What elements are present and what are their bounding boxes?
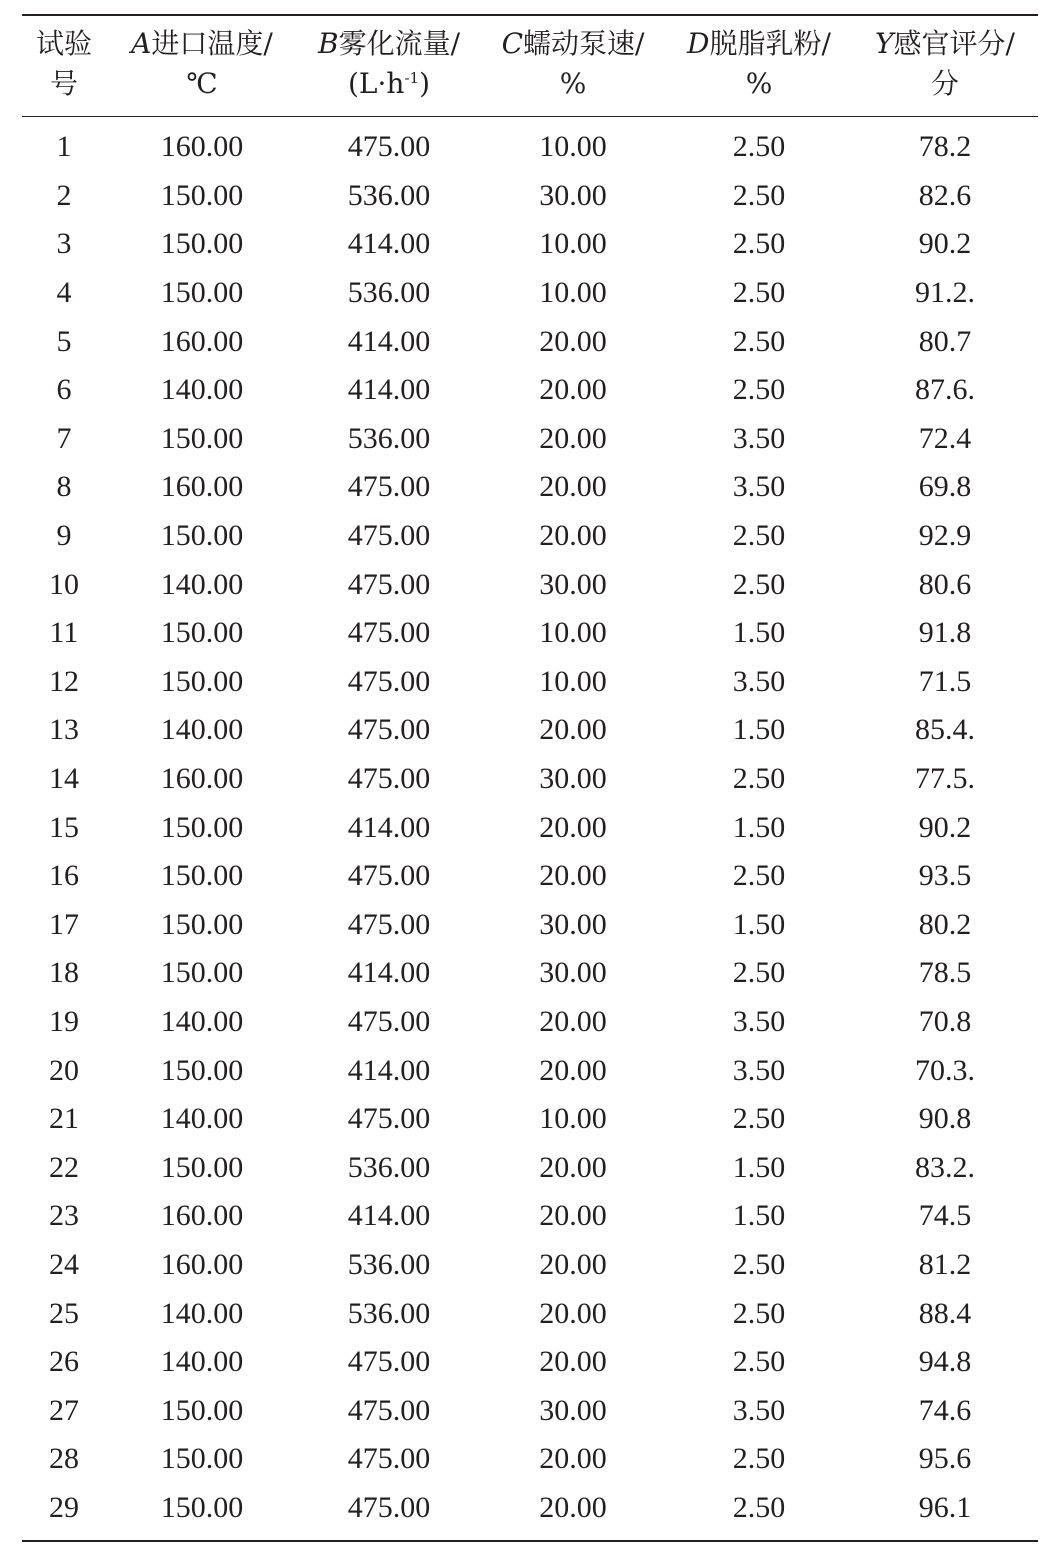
table-row xyxy=(22,366,1038,415)
table-row xyxy=(22,1192,1038,1241)
cell-skim-milk-powder: 2.50 xyxy=(732,956,786,990)
cell-skim-milk-powder: 2.50 xyxy=(732,1490,786,1524)
cell-inlet-temperature: 160.00 xyxy=(160,130,244,164)
cell-sensory-score: 70.8 xyxy=(918,1004,972,1038)
cell-sensory-score: 81.2 xyxy=(918,1247,972,1281)
cell-trial-number: 14 xyxy=(49,762,79,796)
cell-pump-speed: 20.00 xyxy=(539,810,607,844)
table-row xyxy=(22,901,1038,950)
cell-skim-milk-powder: 1.50 xyxy=(732,713,786,747)
cell-atomization-flow: 414.00 xyxy=(347,1199,431,1233)
cell-pump-speed: 10.00 xyxy=(539,616,607,650)
cell-atomization-flow: 475.00 xyxy=(347,519,431,553)
cell-pump-speed: 10.00 xyxy=(539,130,607,164)
header-row xyxy=(22,15,1038,117)
cell-sensory-score: 74.6 xyxy=(918,1393,972,1427)
table-row xyxy=(22,803,1038,852)
cell-trial-number: 9 xyxy=(56,519,72,553)
cell-inlet-temperature: 150.00 xyxy=(160,178,244,212)
cell-inlet-temperature: 140.00 xyxy=(160,373,244,407)
cell-sensory-score: 83.2. xyxy=(915,1150,975,1184)
cell-atomization-flow: 475.00 xyxy=(347,664,431,698)
cell-sensory-score: 93.5 xyxy=(918,859,972,893)
cell-pump-speed: 10.00 xyxy=(539,227,607,261)
cell-inlet-temperature: 150.00 xyxy=(160,519,244,553)
header-d-variable: D xyxy=(687,27,710,60)
cell-skim-milk-powder: 2.50 xyxy=(732,567,786,601)
cell-atomization-flow: 536.00 xyxy=(347,276,431,310)
cell-trial-number: 13 xyxy=(49,713,79,747)
cell-sensory-score: 95.6 xyxy=(918,1442,972,1476)
cell-inlet-temperature: 150.00 xyxy=(160,956,244,990)
cell-skim-milk-powder: 2.50 xyxy=(732,178,786,212)
header-atomization-flow xyxy=(298,15,480,117)
table-row xyxy=(22,1484,1038,1542)
cell-inlet-temperature: 140.00 xyxy=(160,1102,244,1136)
header-inlet-temperature xyxy=(106,15,298,117)
table-row xyxy=(22,1435,1038,1484)
cell-trial-number: 1 xyxy=(56,130,72,164)
cell-inlet-temperature: 150.00 xyxy=(160,227,244,261)
cell-trial-number: 20 xyxy=(49,1053,79,1087)
header-a-unit: ℃ xyxy=(186,67,218,100)
cell-trial-number: 2 xyxy=(56,178,72,212)
cell-atomization-flow: 536.00 xyxy=(347,1247,431,1281)
cell-sensory-score: 91.2. xyxy=(915,276,975,310)
table-row xyxy=(22,998,1038,1047)
table-row xyxy=(22,560,1038,609)
cell-sensory-score: 74.5 xyxy=(918,1199,972,1233)
cell-skim-milk-powder: 3.50 xyxy=(732,1004,786,1038)
cell-sensory-score: 91.8 xyxy=(918,616,972,650)
table-row xyxy=(22,755,1038,804)
cell-trial-number: 29 xyxy=(49,1490,79,1524)
table-row xyxy=(22,1046,1038,1095)
cell-trial-number: 10 xyxy=(49,567,79,601)
cell-trial-number: 19 xyxy=(49,1004,79,1038)
cell-inlet-temperature: 160.00 xyxy=(160,1247,244,1281)
cell-skim-milk-powder: 1.50 xyxy=(732,1199,786,1233)
cell-pump-speed: 20.00 xyxy=(539,1247,607,1281)
header-trial-line1: 试验 xyxy=(35,27,92,60)
cell-atomization-flow: 536.00 xyxy=(347,1296,431,1330)
table-row xyxy=(22,1241,1038,1290)
header-trial-line2: 号 xyxy=(49,67,78,100)
cell-skim-milk-powder: 2.50 xyxy=(732,1345,786,1379)
cell-pump-speed: 30.00 xyxy=(539,956,607,990)
header-b-unit xyxy=(348,67,430,100)
cell-skim-milk-powder: 3.50 xyxy=(732,1393,786,1427)
header-a-variable: A xyxy=(131,27,152,60)
cell-trial-number: 23 xyxy=(49,1199,79,1233)
table-row xyxy=(22,512,1038,561)
cell-inlet-temperature: 150.00 xyxy=(160,421,244,455)
table-row xyxy=(22,609,1038,658)
cell-skim-milk-powder: 2.50 xyxy=(732,1442,786,1476)
cell-atomization-flow: 475.00 xyxy=(347,1102,431,1136)
table-row xyxy=(22,172,1038,221)
cell-skim-milk-powder: 1.50 xyxy=(732,1150,786,1184)
cell-sensory-score: 70.3. xyxy=(915,1053,975,1087)
table-header xyxy=(22,15,1038,117)
cell-inlet-temperature: 140.00 xyxy=(160,713,244,747)
cell-skim-milk-powder: 2.50 xyxy=(732,762,786,796)
cell-pump-speed: 30.00 xyxy=(539,1393,607,1427)
cell-trial-number: 4 xyxy=(56,276,72,310)
cell-trial-number: 25 xyxy=(49,1296,79,1330)
header-b-unit-sup: -1 xyxy=(404,69,420,87)
cell-trial-number: 15 xyxy=(49,810,79,844)
cell-inlet-temperature: 150.00 xyxy=(160,907,244,941)
cell-pump-speed: 20.00 xyxy=(539,1490,607,1524)
header-trial-number xyxy=(22,15,106,117)
table-row xyxy=(22,117,1038,172)
cell-trial-number: 8 xyxy=(56,470,72,504)
cell-trial-number: 22 xyxy=(49,1150,79,1184)
header-c-variable: C xyxy=(501,27,523,60)
header-y-line1: 感官评分/ xyxy=(893,27,1015,60)
cell-inlet-temperature: 150.00 xyxy=(160,616,244,650)
table-row xyxy=(22,415,1038,464)
cell-atomization-flow: 475.00 xyxy=(347,713,431,747)
cell-inlet-temperature: 150.00 xyxy=(160,1053,244,1087)
cell-trial-number: 6 xyxy=(56,373,72,407)
cell-pump-speed: 20.00 xyxy=(539,519,607,553)
header-d-line1: 脱脂乳粉/ xyxy=(709,27,831,60)
cell-sensory-score: 69.8 xyxy=(918,470,972,504)
cell-atomization-flow: 475.00 xyxy=(347,762,431,796)
cell-trial-number: 27 xyxy=(49,1393,79,1427)
cell-pump-speed: 20.00 xyxy=(539,1442,607,1476)
cell-inlet-temperature: 140.00 xyxy=(160,567,244,601)
cell-pump-speed: 20.00 xyxy=(539,1199,607,1233)
cell-atomization-flow: 475.00 xyxy=(347,567,431,601)
cell-atomization-flow: 414.00 xyxy=(347,956,431,990)
cell-sensory-score: 78.5 xyxy=(918,956,972,990)
cell-atomization-flow: 475.00 xyxy=(347,616,431,650)
cell-trial-number: 18 xyxy=(49,956,79,990)
cell-skim-milk-powder: 1.50 xyxy=(732,907,786,941)
cell-skim-milk-powder: 1.50 xyxy=(732,810,786,844)
cell-atomization-flow: 414.00 xyxy=(347,810,431,844)
cell-trial-number: 21 xyxy=(49,1102,79,1136)
cell-atomization-flow: 414.00 xyxy=(347,373,431,407)
cell-trial-number: 5 xyxy=(56,324,72,358)
cell-atomization-flow: 414.00 xyxy=(347,324,431,358)
cell-pump-speed: 20.00 xyxy=(539,470,607,504)
cell-sensory-score: 90.2 xyxy=(918,810,972,844)
cell-skim-milk-powder: 2.50 xyxy=(732,130,786,164)
cell-atomization-flow: 475.00 xyxy=(347,1490,431,1524)
cell-pump-speed: 20.00 xyxy=(539,1296,607,1330)
header-sensory-score xyxy=(852,15,1038,117)
cell-sensory-score: 85.4. xyxy=(915,713,975,747)
cell-sensory-score: 78.2 xyxy=(918,130,972,164)
header-c-unit: % xyxy=(559,67,587,100)
cell-pump-speed: 20.00 xyxy=(539,1345,607,1379)
table-row xyxy=(22,1095,1038,1144)
cell-pump-speed: 20.00 xyxy=(539,1004,607,1038)
cell-atomization-flow: 414.00 xyxy=(347,227,431,261)
cell-skim-milk-powder: 2.50 xyxy=(732,227,786,261)
cell-skim-milk-powder: 2.50 xyxy=(732,1296,786,1330)
cell-atomization-flow: 475.00 xyxy=(347,470,431,504)
cell-pump-speed: 10.00 xyxy=(539,664,607,698)
cell-inlet-temperature: 160.00 xyxy=(160,1199,244,1233)
cell-inlet-temperature: 140.00 xyxy=(160,1345,244,1379)
cell-atomization-flow: 475.00 xyxy=(347,1345,431,1379)
header-y-unit: 分 xyxy=(930,67,959,100)
header-c-line1: 蠕动泵速/ xyxy=(523,27,645,60)
cell-pump-speed: 20.00 xyxy=(539,713,607,747)
cell-trial-number: 7 xyxy=(56,421,72,455)
cell-skim-milk-powder: 3.50 xyxy=(732,421,786,455)
cell-trial-number: 3 xyxy=(56,227,72,261)
cell-pump-speed: 20.00 xyxy=(539,421,607,455)
table-row xyxy=(22,706,1038,755)
header-y-variable: Y xyxy=(875,27,894,60)
cell-atomization-flow: 475.00 xyxy=(347,1004,431,1038)
cell-inlet-temperature: 140.00 xyxy=(160,1004,244,1038)
cell-skim-milk-powder: 2.50 xyxy=(732,519,786,553)
cell-skim-milk-powder: 2.50 xyxy=(732,1247,786,1281)
cell-skim-milk-powder: 2.50 xyxy=(732,859,786,893)
cell-atomization-flow: 475.00 xyxy=(347,1393,431,1427)
cell-atomization-flow: 475.00 xyxy=(347,1442,431,1476)
cell-sensory-score: 88.4 xyxy=(918,1296,972,1330)
table-row xyxy=(22,269,1038,318)
cell-skim-milk-powder: 3.50 xyxy=(732,664,786,698)
cell-atomization-flow: 536.00 xyxy=(347,421,431,455)
cell-pump-speed: 20.00 xyxy=(539,324,607,358)
header-skim-milk-powder xyxy=(666,15,852,117)
cell-inlet-temperature: 150.00 xyxy=(160,1442,244,1476)
cell-pump-speed: 20.00 xyxy=(539,1150,607,1184)
cell-sensory-score: 72.4 xyxy=(918,421,972,455)
header-b-variable: B xyxy=(317,27,339,60)
table-row xyxy=(22,1338,1038,1387)
cell-trial-number: 24 xyxy=(49,1247,79,1281)
cell-skim-milk-powder: 3.50 xyxy=(732,1053,786,1087)
cell-sensory-score: 82.6 xyxy=(918,178,972,212)
cell-inlet-temperature: 150.00 xyxy=(160,1150,244,1184)
cell-inlet-temperature: 150.00 xyxy=(160,859,244,893)
cell-pump-speed: 10.00 xyxy=(539,1102,607,1136)
cell-trial-number: 16 xyxy=(49,859,79,893)
cell-skim-milk-powder: 2.50 xyxy=(732,324,786,358)
cell-atomization-flow: 536.00 xyxy=(347,1150,431,1184)
table-body xyxy=(22,117,1038,1542)
cell-inlet-temperature: 160.00 xyxy=(160,470,244,504)
cell-trial-number: 28 xyxy=(49,1442,79,1476)
cell-inlet-temperature: 160.00 xyxy=(160,762,244,796)
cell-atomization-flow: 475.00 xyxy=(347,907,431,941)
header-b-unit-post: ) xyxy=(419,67,430,100)
cell-pump-speed: 30.00 xyxy=(539,567,607,601)
cell-trial-number: 17 xyxy=(49,907,79,941)
cell-inlet-temperature: 140.00 xyxy=(160,1296,244,1330)
cell-inlet-temperature: 150.00 xyxy=(160,810,244,844)
cell-inlet-temperature: 150.00 xyxy=(160,276,244,310)
cell-trial-number: 26 xyxy=(49,1345,79,1379)
cell-skim-milk-powder: 2.50 xyxy=(732,276,786,310)
cell-skim-milk-powder: 1.50 xyxy=(732,616,786,650)
cell-atomization-flow: 536.00 xyxy=(347,178,431,212)
cell-sensory-score: 90.2 xyxy=(918,227,972,261)
cell-pump-speed: 20.00 xyxy=(539,1053,607,1087)
cell-inlet-temperature: 150.00 xyxy=(160,1393,244,1427)
table-row xyxy=(22,1386,1038,1435)
cell-sensory-score: 71.5 xyxy=(918,664,972,698)
cell-sensory-score: 80.6 xyxy=(918,567,972,601)
cell-skim-milk-powder: 2.50 xyxy=(732,1102,786,1136)
table-row xyxy=(22,949,1038,998)
cell-sensory-score: 77.5. xyxy=(915,762,975,796)
cell-pump-speed: 10.00 xyxy=(539,276,607,310)
cell-inlet-temperature: 150.00 xyxy=(160,1490,244,1524)
table-row xyxy=(22,1143,1038,1192)
cell-atomization-flow: 414.00 xyxy=(347,1053,431,1087)
cell-sensory-score: 96.1 xyxy=(918,1490,972,1524)
cell-sensory-score: 90.8 xyxy=(918,1102,972,1136)
table-row xyxy=(22,463,1038,512)
cell-sensory-score: 80.7 xyxy=(918,324,972,358)
header-pump-speed xyxy=(480,15,666,117)
header-b-unit-pre: (L·h xyxy=(347,67,405,100)
cell-pump-speed: 30.00 xyxy=(539,178,607,212)
header-a-line1: 进口温度/ xyxy=(151,27,273,60)
cell-sensory-score: 80.2 xyxy=(918,907,972,941)
table-row xyxy=(22,658,1038,707)
table-row xyxy=(22,1289,1038,1338)
cell-skim-milk-powder: 2.50 xyxy=(732,373,786,407)
cell-pump-speed: 20.00 xyxy=(539,859,607,893)
cell-trial-number: 11 xyxy=(49,616,79,650)
table-row xyxy=(22,220,1038,269)
header-b-line1: 雾化流量/ xyxy=(338,27,460,60)
table-row xyxy=(22,317,1038,366)
cell-atomization-flow: 475.00 xyxy=(347,130,431,164)
cell-sensory-score: 87.6. xyxy=(915,373,975,407)
cell-inlet-temperature: 150.00 xyxy=(160,664,244,698)
cell-sensory-score: 94.8 xyxy=(918,1345,972,1379)
cell-trial-number: 12 xyxy=(49,664,79,698)
header-d-unit: % xyxy=(745,67,773,100)
cell-pump-speed: 30.00 xyxy=(539,762,607,796)
cell-skim-milk-powder: 3.50 xyxy=(732,470,786,504)
cell-pump-speed: 20.00 xyxy=(539,373,607,407)
cell-sensory-score: 92.9 xyxy=(918,519,972,553)
cell-pump-speed: 30.00 xyxy=(539,907,607,941)
cell-atomization-flow: 475.00 xyxy=(347,859,431,893)
experiment-design-table xyxy=(22,14,1038,1542)
experiment-table-container xyxy=(22,14,1038,1542)
cell-inlet-temperature: 160.00 xyxy=(160,324,244,358)
table-row xyxy=(22,852,1038,901)
